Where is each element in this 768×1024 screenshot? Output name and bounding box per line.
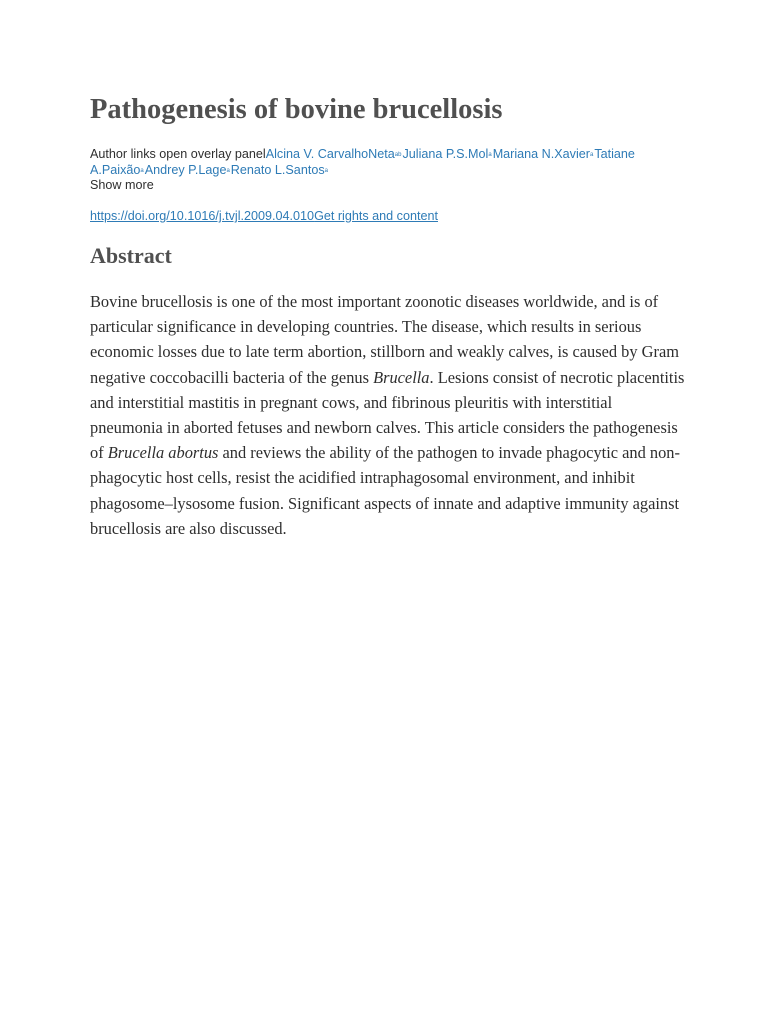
article-links bbox=[90, 209, 438, 224]
author-link-4[interactable]: Tatiane A.Paixão bbox=[90, 147, 635, 177]
author-links-label: Author links open overlay panel bbox=[90, 147, 266, 161]
author-affiliation-marker[interactable]: a bbox=[226, 168, 230, 174]
author-list bbox=[90, 147, 680, 179]
get-rights-link[interactable]: Get rights and content bbox=[314, 209, 438, 223]
doi-link[interactable]: https://doi.org/10.1016/j.tvjl.2009.04.010 bbox=[90, 209, 315, 223]
abstract-text-part: and reviews the ability of the pathogen to invade phagocytic and non-phagocytic host cells, resist the acidified intraphagosomal environment, and inhibit phagosome–lysosome fusion. Significant aspects of innate and adaptive immunity against brucellosis are also discussed. bbox=[90, 443, 680, 538]
author-affiliation-marker[interactable]: a bbox=[589, 152, 594, 158]
author-affiliation-marker[interactable]: a bbox=[140, 168, 144, 174]
author-link-1[interactable]: Alcina V. CarvalhoNeta bbox=[265, 147, 395, 161]
abstract-heading: Abstract bbox=[90, 243, 172, 268]
author-affiliation-marker[interactable]: a bbox=[488, 152, 492, 158]
abstract-text bbox=[90, 289, 686, 541]
author-link-6[interactable]: Renato L.Santos bbox=[230, 163, 325, 177]
author-link-5[interactable]: Andrey P.Lage bbox=[144, 163, 227, 177]
show-more-button[interactable]: Show more bbox=[90, 178, 154, 192]
genus-name: Brucella bbox=[373, 367, 430, 387]
author-link-3[interactable]: Mariana N.Xavier bbox=[492, 147, 590, 161]
species-name: Brucella abortus bbox=[107, 443, 219, 463]
author-affiliation-marker[interactable]: ab bbox=[394, 152, 402, 158]
article-title: Pathogenesis of bovine brucellosis bbox=[90, 94, 503, 125]
author-affiliation-marker[interactable]: a bbox=[324, 168, 328, 174]
author-link-2[interactable]: Juliana P.S.Mol bbox=[402, 147, 489, 161]
abstract-text-part: . Lesions consist of necrotic placentitis and interstitial mastitis in pregnant cows, and fibrinous pleuritis with interstitial pneumonia in aborted fetuses and newborn calves. This article considers the pathogenesis of bbox=[90, 367, 685, 463]
abstract-text-part: Bovine brucellosis is one of the most important zoonotic diseases worldwide, and is of particular significance in developing countries. The disease, which results in serious economic losses due to late term abortion, stillborn and weakly calves, is caused by Gram negative coccobacilli bacteria of the genus bbox=[90, 292, 679, 387]
